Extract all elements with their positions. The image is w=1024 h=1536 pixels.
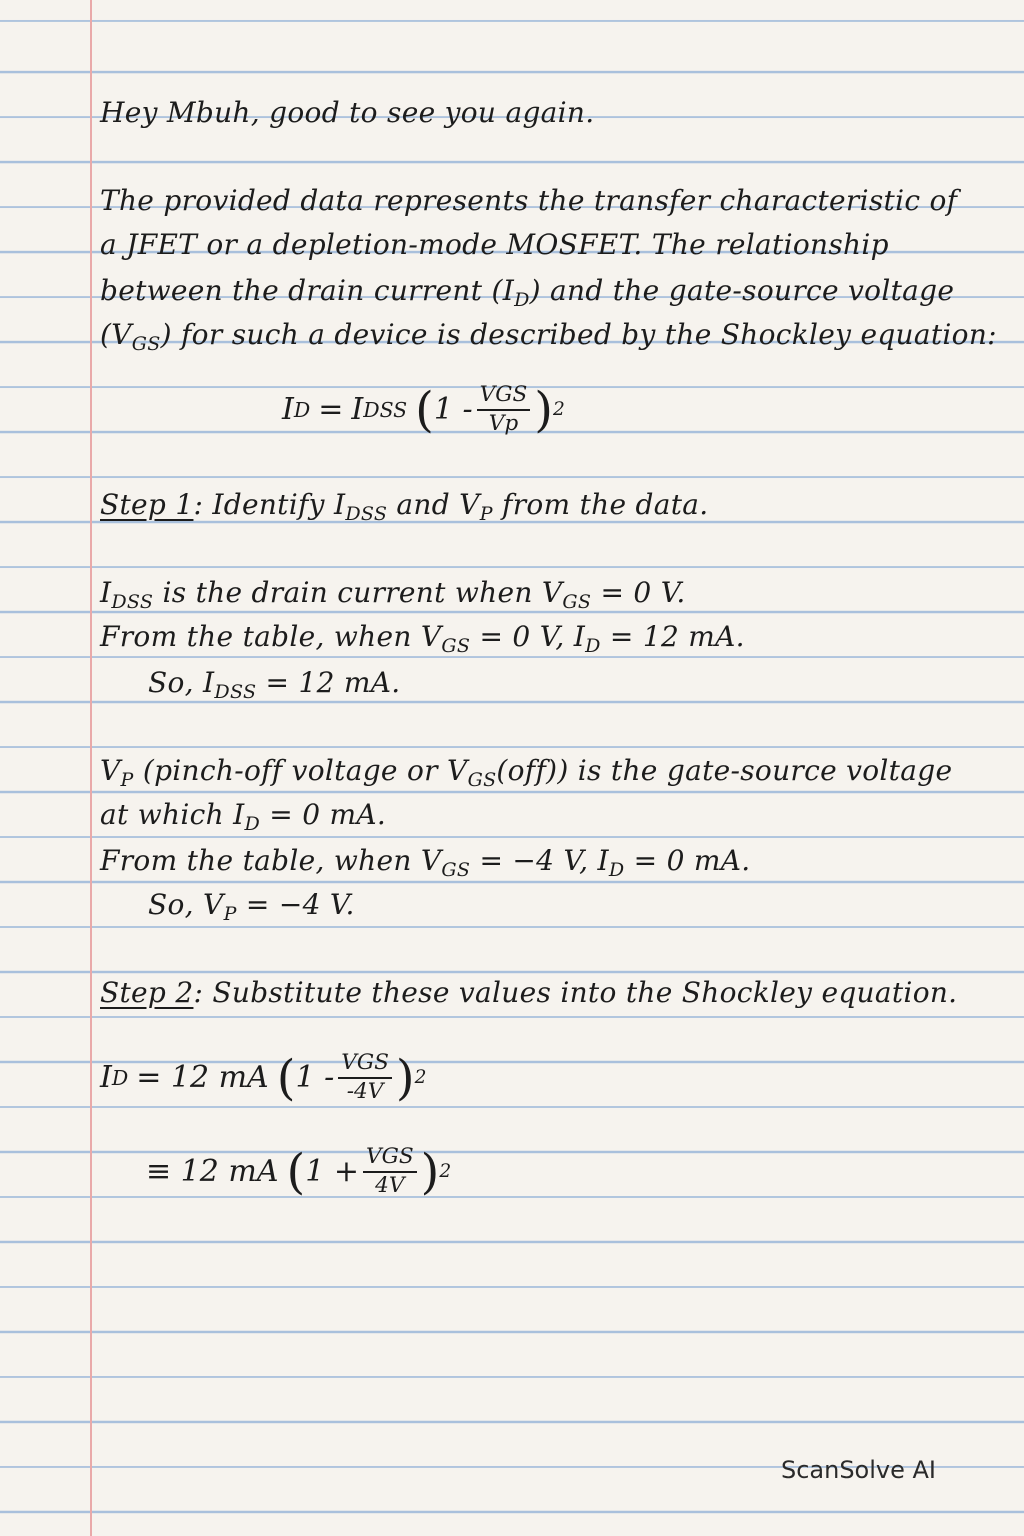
- substituted-equation: I D = 12 mA ( 1 - $\frac{\text{VGS}}{-4V}$ ) 2: [100, 1049, 427, 1106]
- fraction-vgs-over-neg4v: $\frac{\text{VGS}}{-4V}$: [338, 1052, 392, 1103]
- step2-heading: Step 2: Substitute these values into the Shockley equation.: [100, 976, 958, 1009]
- idss-result: So, $I_{DSS} = 12$ mA.: [148, 666, 401, 704]
- intro-line-1: The provided data represents the transfer characteristic of: [100, 184, 958, 217]
- vp-definition-cont: at which $I_D = 0$ mA.: [100, 798, 387, 836]
- greeting: Hey Mbuh, good to see you again.: [100, 96, 595, 129]
- fraction-vgs-over-vp: $\frac{\text{VGS}}{Vp}$: [477, 384, 531, 435]
- shockley-equation: I D = I DSS ( 1 - $\frac{\text{VGS}}{Vp}$ ) 2: [282, 381, 565, 438]
- step1-heading: Step 1: Identify $I_{DSS}$ and $V_P$ from the data.: [100, 488, 709, 526]
- fraction-vgs-over-4v: $\frac{\text{VGS}}{4V}$: [363, 1146, 417, 1197]
- intro-line-4: $(V_{GS})$ for such a device is described by the Shockley equation:: [100, 318, 997, 356]
- simplified-equation: ≡ 12 mA ( 1 + $\frac{\text{VGS}}{4V}$ ) 2: [146, 1143, 452, 1200]
- signature: ScanSolve AI: [780, 1456, 936, 1484]
- intro-line-3: between the drain current $(I_D)$ and the gate-source voltage: [100, 274, 955, 312]
- intro-line-2: a JFET or a depletion-mode MOSFET. The relationship: [100, 228, 889, 261]
- idss-from-table: From the table, when $V_{GS} = 0$ V, $I_D = 12$ mA.: [100, 620, 745, 658]
- vp-definition: $V_P$ (pinch-off voltage or $V_{GS}(off)$) is the gate-source voltage: [100, 754, 953, 792]
- vp-result: So, $V_P = -4$ V.: [148, 888, 355, 926]
- vp-from-table: From the table, when $V_{GS} = -4$ V, $I_D = 0$ mA.: [100, 844, 751, 882]
- idss-definition: $I_{DSS}$ is the drain current when $V_{GS} = 0$ V.: [100, 576, 686, 614]
- notebook-margin-line: [90, 0, 92, 1536]
